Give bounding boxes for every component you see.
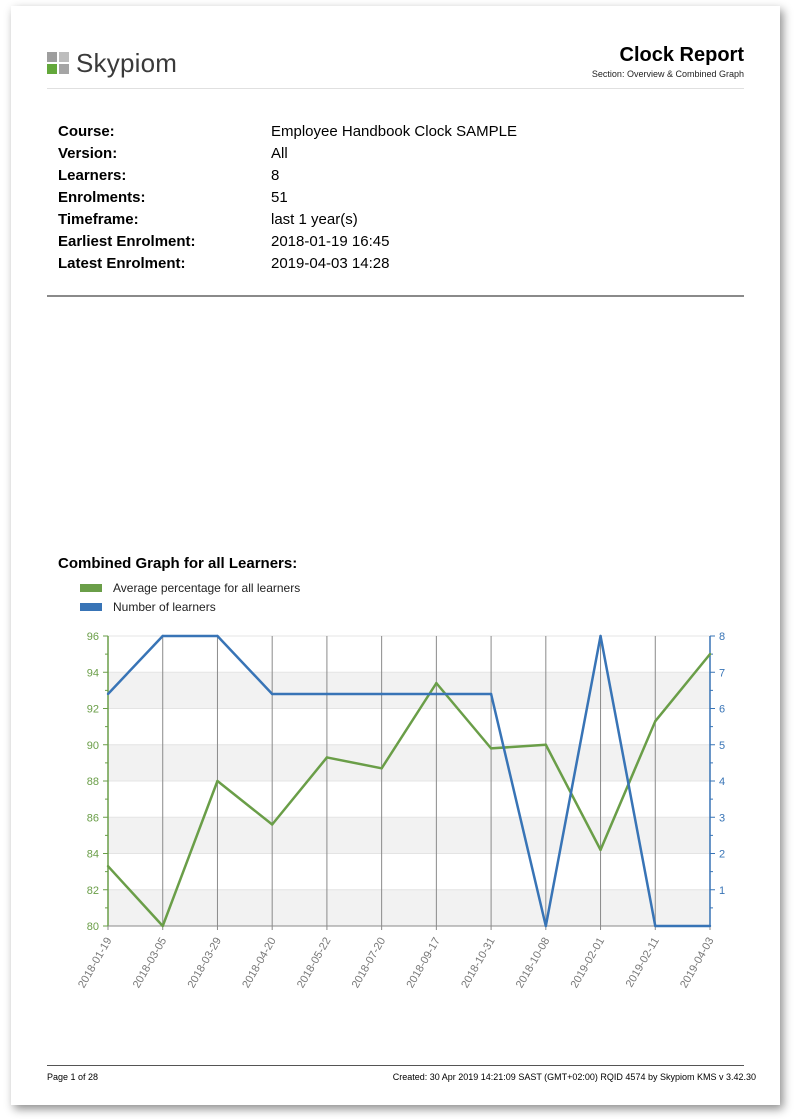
report-title: Clock Report — [619, 44, 744, 66]
grid-band — [108, 672, 710, 708]
info-label: Learners: — [58, 166, 127, 184]
learners-point — [326, 693, 328, 695]
average-point — [545, 744, 547, 746]
x-tick-label: 2018-03-29 — [185, 935, 225, 991]
info-value: All — [271, 144, 288, 162]
average-point — [107, 865, 109, 867]
left-tick-label: 96 — [86, 631, 99, 643]
info-label: Course: — [58, 122, 115, 140]
learners-point — [107, 693, 109, 695]
right-tick-label: 8 — [719, 631, 726, 643]
right-tick-label: 4 — [719, 776, 726, 788]
x-tick-label: 2018-04-20 — [240, 935, 279, 991]
x-tick-label: 2018-01-19 — [76, 935, 115, 991]
right-tick-label: 1 — [719, 884, 726, 897]
average-point — [599, 849, 601, 851]
legend-label: Average percentage for all learners — [113, 580, 301, 595]
left-tick-label: 90 — [86, 739, 99, 752]
info-value: last 1 year(s) — [271, 210, 358, 228]
grid-band — [108, 890, 710, 926]
x-tick-label: 2019-04-03 — [678, 935, 717, 991]
info-label: Version: — [58, 144, 118, 162]
info-label: Enrolments: — [58, 188, 146, 206]
average-point — [216, 780, 218, 782]
logo-text: Skypiom — [76, 47, 178, 78]
report-section: Section: Overview & Combined Graph — [591, 69, 744, 79]
average-point — [435, 682, 437, 684]
grid-band — [108, 817, 710, 853]
x-tick-label: 2018-09-17 — [404, 935, 443, 991]
average-point — [271, 823, 273, 825]
left-tick-label: 84 — [86, 848, 99, 861]
learners-point — [490, 693, 492, 695]
info-label: Latest Enrolment: — [58, 254, 186, 272]
x-tick-label: 2018-10-08 — [513, 935, 553, 991]
average-point — [709, 653, 711, 655]
learners-point — [709, 925, 711, 927]
left-tick-label: 94 — [86, 667, 99, 680]
graph-title: Combined Graph for all Learners: — [58, 555, 298, 572]
info-value: Employee Handbook Clock SAMPLE — [271, 122, 517, 140]
learners-point — [654, 925, 656, 927]
x-tick-label: 2018-05-22 — [294, 935, 334, 991]
learners-point — [271, 693, 273, 695]
x-tick-label: 2019-02-11 — [623, 935, 662, 990]
info-value: 2018-01-19 16:45 — [271, 232, 390, 250]
left-tick-label: 82 — [86, 884, 99, 897]
x-tick-label: 2018-07-20 — [349, 935, 389, 991]
info-value: 51 — [271, 188, 288, 206]
learners-point — [599, 635, 601, 637]
grid-band — [108, 745, 710, 781]
legend-label: Number of learners — [113, 599, 216, 614]
right-tick-label: 7 — [719, 667, 726, 680]
info-value: 2019-04-03 14:28 — [271, 254, 390, 272]
left-tick-label: 88 — [86, 776, 99, 788]
learners-point — [380, 693, 382, 695]
left-tick-label: 92 — [86, 703, 99, 716]
info-label: Timeframe: — [58, 210, 139, 228]
x-tick-label: 2019-02-01 — [568, 935, 608, 991]
average-point — [162, 925, 164, 927]
right-tick-label: 5 — [719, 739, 726, 752]
footer-divider — [47, 1065, 744, 1066]
info-label: Earliest Enrolment: — [58, 232, 196, 250]
average-point — [490, 747, 492, 749]
learners-point — [545, 925, 547, 927]
right-tick-label: 3 — [719, 812, 726, 825]
average-point — [326, 756, 328, 758]
x-tick-label: 2018-10-31 — [459, 935, 498, 991]
learners-point — [216, 635, 218, 637]
right-tick-label: 6 — [719, 703, 726, 716]
average-point — [654, 720, 656, 722]
left-tick-label: 86 — [86, 812, 99, 825]
average-point — [380, 767, 382, 769]
info-value: 8 — [271, 166, 280, 184]
x-tick-label: 2018-03-05 — [130, 935, 170, 991]
created-info: Created: 30 Apr 2019 14:21:09 SAST (GMT+02:00) RQID 4574 by Skypiom KMS v 3.42.30 — [392, 1072, 756, 1082]
page-number: Page 1 of 28 — [47, 1072, 99, 1082]
learners-point — [435, 693, 437, 695]
right-tick-label: 2 — [719, 848, 726, 861]
left-tick-label: 80 — [86, 921, 99, 933]
learners-point — [162, 635, 164, 637]
